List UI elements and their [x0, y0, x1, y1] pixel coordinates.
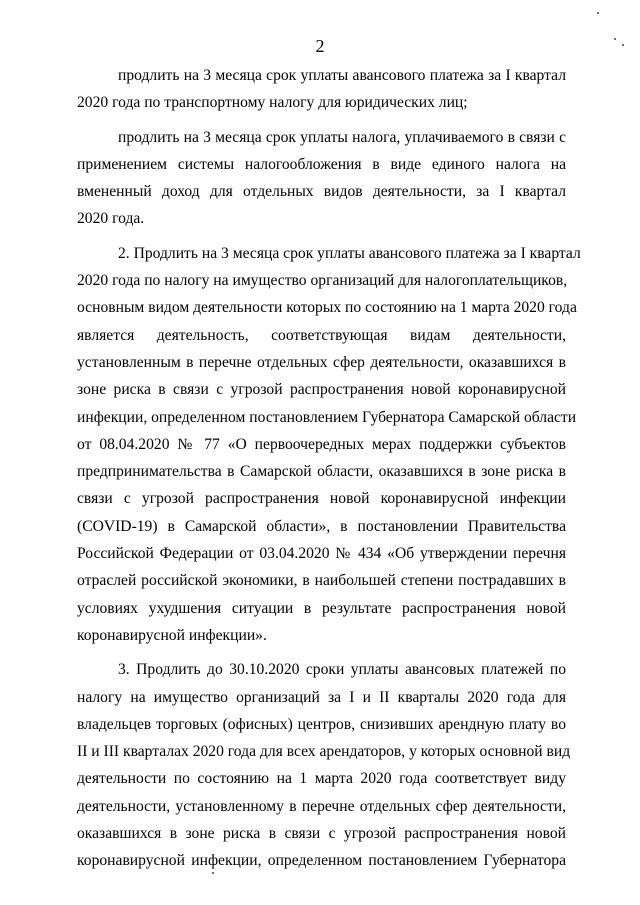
text-line: коронавирусной инфекции, определенном постановлением Губернатора: [77, 852, 566, 870]
text-line: вмененный доход для отдельных видов деятельности, за I квартал: [77, 183, 566, 201]
text-line: отраслей российской экономики, в наибольшей степени пострадавших в: [77, 572, 566, 590]
text-line: 2020 года.: [77, 210, 145, 228]
text-line: II и III кварталах 2020 года для всех арендаторов, у которых основной вид: [77, 743, 571, 761]
text-line: оказавшихся в зоне риска в связи с угрозой распространения новой: [77, 825, 566, 843]
text-line: 2. Продлить на 3 месяца срок уплаты авансового платежа за I квартал: [118, 244, 581, 262]
text-line: 2020 года по налогу на имущество организаций для налогоплательщиков,: [77, 272, 568, 290]
text-line: инфекции, определенном постановлением Губернатора Самарской области: [77, 408, 577, 426]
text-line: коронавирусной инфекции».: [77, 626, 267, 644]
paragraph-item-2: [77, 240, 581, 649]
paragraph-single-tax: [77, 124, 566, 233]
text-line: продлить на 3 месяца срок уплаты авансового платежа за I квартал: [118, 67, 566, 84]
text-line: установленным в перечне отдельных сфер деятельности, оказавшихся в: [77, 353, 566, 371]
document-body: [77, 62, 581, 875]
text-line: продлить на 3 месяца срок уплаты налога, уплачиваемого в связи с: [118, 128, 566, 146]
scan-speck: [614, 38, 616, 40]
scan-speck: [597, 12, 599, 14]
text-line: основным видом деятельности которых по состоянию на 1 марта 2020 года: [77, 299, 577, 317]
scan-speck: [622, 44, 624, 46]
text-line: Российской Федерации от 03.04.2020 № 434 «Об утверждении перечня: [77, 545, 566, 563]
text-line: владельцев торговых (офисных) центров, снизивших арендную плату во: [77, 715, 566, 733]
text-line: 2020 года по транспортному налогу для юридических лиц;: [77, 94, 468, 112]
scan-speck: [212, 872, 214, 874]
page-number: 2: [315, 36, 325, 56]
text-line: связи с угрозой распространения новой коронавирусной инфекции: [77, 490, 566, 508]
text-line: зоне риска в связи с угрозой распространения новой коронавирусной: [77, 381, 566, 399]
text-line: 3. Продлить до 30.10.2020 сроки уплаты авансовых платежей по: [118, 661, 566, 679]
text-line: применением системы налогообложения в виде единого налога на: [77, 155, 566, 173]
text-line: условиях ухудшения ситуации в результате распространения новой: [77, 599, 566, 617]
text-line: деятельности, установленному в перечне отдельных сфер деятельности,: [77, 797, 566, 815]
text-line: налогу на имущество организаций за I и II кварталы 2020 года для: [77, 688, 566, 706]
paragraph-item-3: [77, 656, 571, 874]
paragraph-transport-tax: [77, 62, 566, 117]
text-line: предпринимательства в Самарской области, оказавшихся в зоне риска в: [77, 463, 566, 481]
text-line: деятельности по состоянию на 1 марта 2020 года соответствует виду: [77, 770, 566, 788]
text-line: (COVID-19) в Самарской области», в постановлении Правительства: [77, 517, 566, 535]
text-line: от 08.04.2020 № 77 «О первоочередных мерах поддержки субъектов: [77, 435, 566, 453]
text-line: является деятельность, соответствующая видам деятельности,: [77, 326, 566, 344]
